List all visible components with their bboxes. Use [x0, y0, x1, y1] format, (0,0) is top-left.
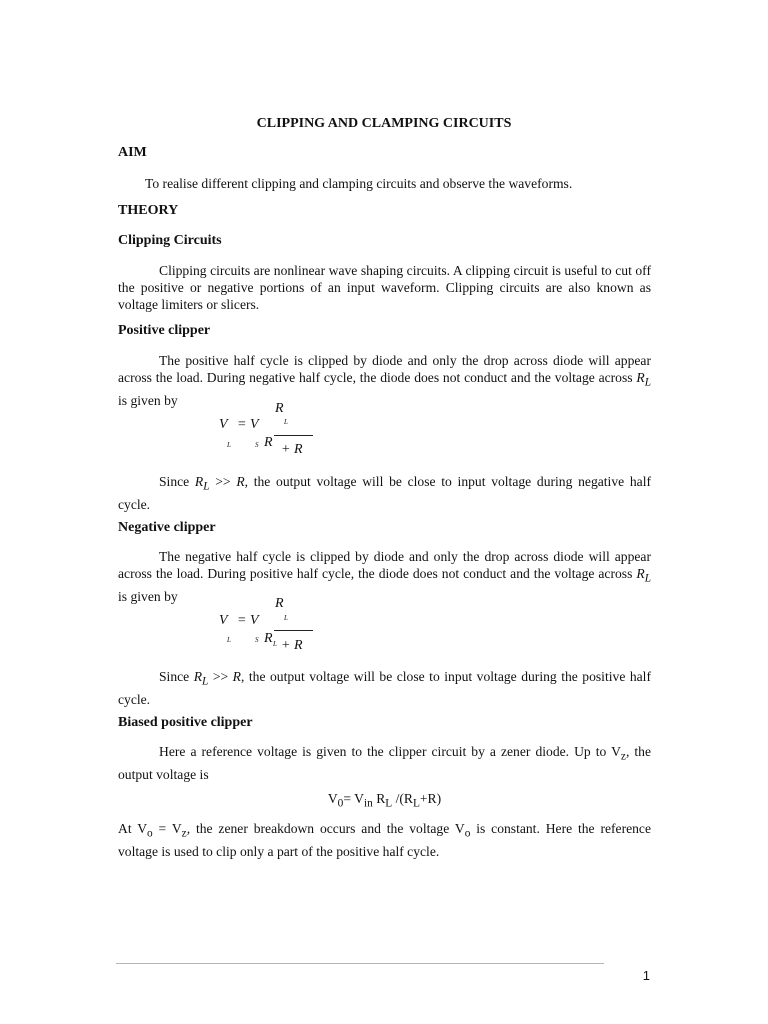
eq-numerator: R: [275, 401, 284, 416]
negative-clipper-heading: Negative clipper: [118, 520, 216, 535]
biased-clipper-formula: $V_0= V_{in}$ $R_L$ $/(R_L+R)$: [327, 791, 442, 810]
aim-heading: AIM: [118, 145, 147, 160]
biased-clipper-conclusion: At $V_o = V_z$, the zener breakdown occurs and the voltage $V_o$ is constant. Here the reference voltage is used to clip only a part of the positive half cycle.: [118, 821, 651, 859]
eq-vout: V: [219, 417, 228, 432]
document-title: CLIPPING AND CLAMPING CIRCUITS: [256, 116, 512, 131]
aim-text: To realise different clipping and clamping circuits and observe the waveforms.: [145, 176, 573, 191]
positive-clipper-paragraph: The positive half cycle is clipped by diode and only the drop across diode will appear across the load. During negative half cycle, the diode does not conduct and the voltage across $R_L$ is given by: [118, 353, 651, 408]
positive-clipper-heading: Positive clipper: [118, 323, 211, 338]
negative-clipper-equation: R L V = V L S R L + R: [200, 594, 330, 658]
positive-clipper-equation: R L V = V L S R + R: [200, 398, 330, 462]
clipping-circuits-paragraph: Clipping circuits are nonlinear wave shaping circuits. A clipping circuit is useful to cut off the positive or negative portions of an input waveform. Clipping circuits are also known as voltage limiters or slicers.: [118, 263, 651, 312]
eq-vout: V: [219, 613, 228, 628]
biased-clipper-paragraph: Here a reference voltage is given to the clipper circuit by a zener diode. Up to $V_z$, the output voltage is: [118, 744, 651, 782]
eq-numerator: R: [275, 596, 284, 611]
negative-clipper-conclusion: Since $R_L >> R$, the output voltage will be close to input voltage during the positive half cycle.: [118, 669, 651, 707]
clipping-circuits-heading: Clipping Circuits: [118, 233, 222, 248]
positive-clipper-conclusion: Since $R_L >> R$, the output voltage will be close to input voltage during negative half cycle.: [118, 474, 651, 512]
page-number: 1: [642, 968, 650, 983]
footer-divider: [116, 963, 604, 964]
negative-clipper-paragraph: The negative half cycle is clipped by diode and only the drop across diode will appear across the load. During positive half cycle, the diode does not conduct and the voltage across $R_L$ is given by: [118, 549, 651, 604]
theory-heading: THEORY: [118, 203, 179, 218]
biased-positive-clipper-heading: Biased positive clipper: [118, 715, 253, 730]
